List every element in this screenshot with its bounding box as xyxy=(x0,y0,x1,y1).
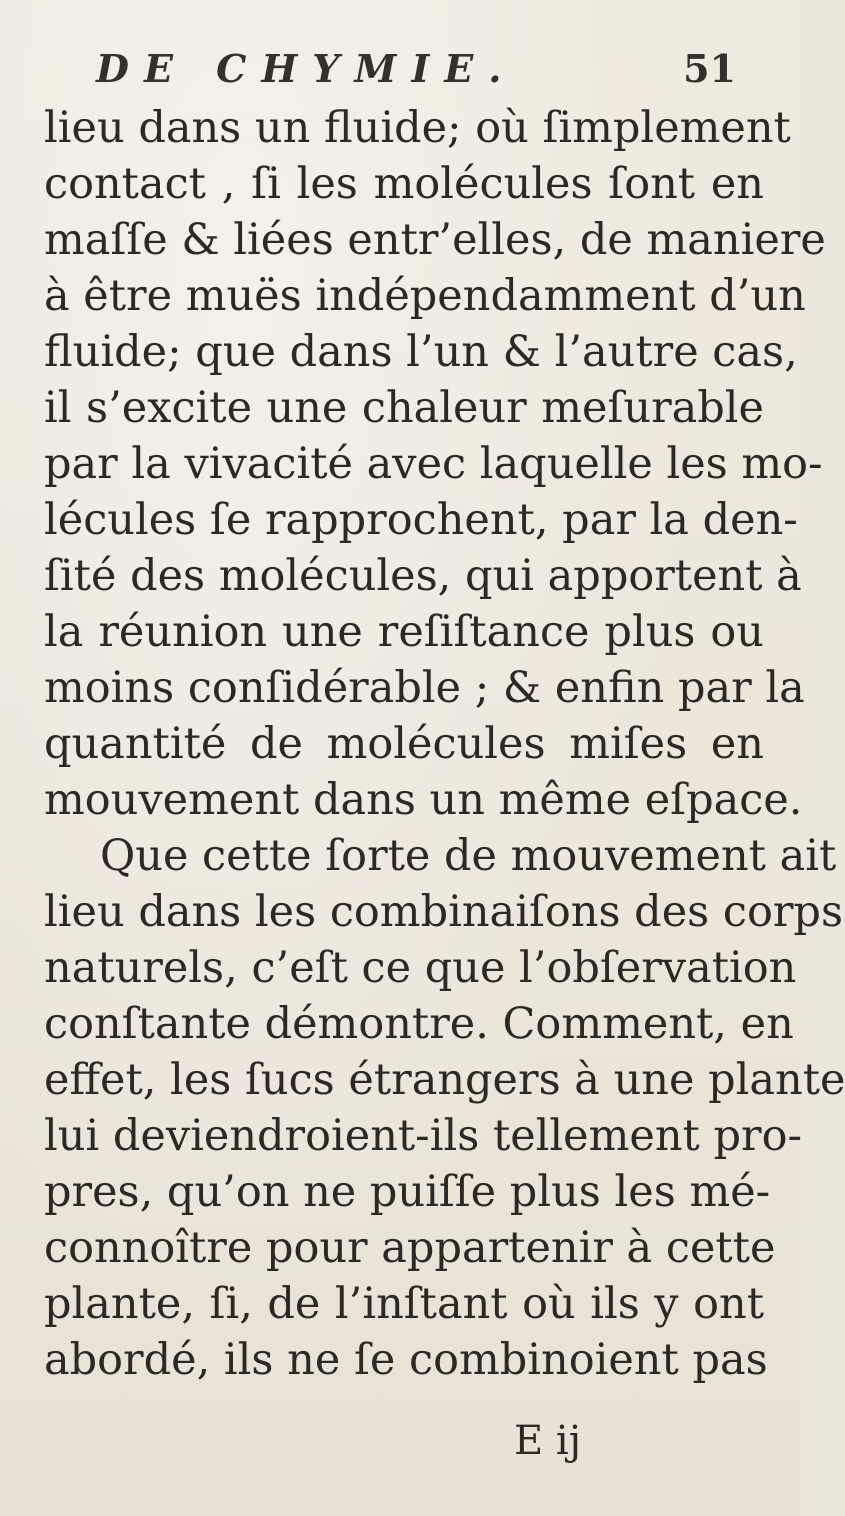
text-line: pres, qu’on ne puiſſe plus les mé- xyxy=(44,1167,771,1217)
text-line: lui deviendroient-ils tellement pro- xyxy=(44,1111,802,1161)
text-line: lieu dans les combinaiſons des corps xyxy=(44,887,844,937)
text-line: par la vivacité avec laquelle les mo- xyxy=(44,439,823,489)
text-line: contact , ſi les molécules ſont en xyxy=(44,159,764,209)
text-line: plante, ſi, de l’inſtant où ils y ont xyxy=(44,1279,764,1329)
text-line: conſtante démontre. Comment, en xyxy=(44,999,794,1049)
text-line: maſſe & liées entr’elles, de maniere xyxy=(44,215,826,265)
text-line: moins conſidérable ; & enfin par la xyxy=(44,663,805,713)
text-line: fluide; que dans l’un & l’autre cas, xyxy=(44,327,798,377)
text-line: lieu dans un fluide; où ſimplement xyxy=(44,103,791,153)
text-line-paragraph-end: mouvement dans un même eſpace. xyxy=(44,775,803,825)
page-number: 51 xyxy=(683,46,736,91)
text-line: la réunion une reſiſtance plus ou xyxy=(44,607,764,657)
text-line: ſité des molécules, qui apportent à xyxy=(44,551,802,601)
body-text xyxy=(44,100,845,1388)
text-line: il s’excite une chaleur meſurable xyxy=(44,383,764,433)
running-title: DE CHYMIE. xyxy=(96,46,517,91)
text-line: quantité de molécules miſes en xyxy=(44,719,764,769)
text-line-paragraph-start: Que cette ſorte de mouvement ait xyxy=(100,831,837,881)
text-line: naturels, c’eſt ce que l’obſervation xyxy=(44,943,797,993)
text-line: connoître pour appartenir à cette xyxy=(44,1223,776,1273)
running-head xyxy=(96,46,756,106)
text-line: abordé, ils ne ſe combinoient pas xyxy=(44,1335,768,1385)
text-line: effet, les ſucs étrangers à une plante xyxy=(44,1055,845,1105)
text-line: à être muës indépendamment d’un xyxy=(44,271,806,321)
signature-mark: E ij xyxy=(514,1418,582,1464)
text-line: lécules ſe rapprochent, par la den- xyxy=(44,495,798,545)
